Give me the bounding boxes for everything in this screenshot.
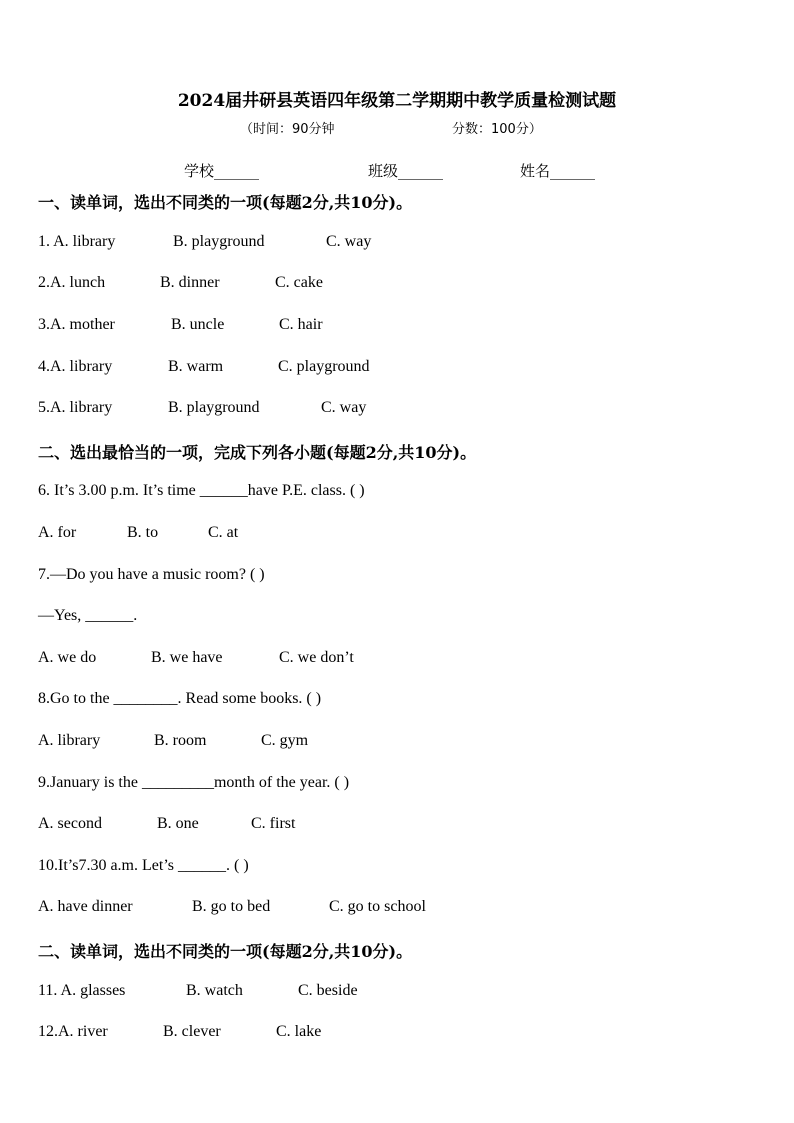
q11-option-a: 11. A. glasses xyxy=(38,982,126,999)
section-heading-2: 二、选出最恰当的一项，完成下列各小题(每题2分,共10分)。 xyxy=(38,443,477,462)
q4-option-a: 4.A. library xyxy=(38,358,113,375)
q7-reply: —Yes, ______. xyxy=(38,607,138,624)
q11-option-c: C. beside xyxy=(298,982,358,999)
q10-option-b: B. go to bed xyxy=(192,898,271,915)
q11-option-b: B. watch xyxy=(186,982,243,999)
exam-time: （时间：90分钟 xyxy=(240,122,335,137)
q10-option-a: A. have dinner xyxy=(38,898,133,915)
exam-score: 分数：100分） xyxy=(452,122,542,137)
q10-stem: 10.It’s7.30 a.m. Let’s ______. ( ) xyxy=(38,857,249,874)
name-field: 姓名______ xyxy=(520,162,596,180)
q6-option-a: A. for xyxy=(38,524,77,541)
q7-option-b: B. we have xyxy=(151,649,223,666)
q7-option-a: A. we do xyxy=(38,649,97,666)
q2-option-b: B. dinner xyxy=(160,274,220,291)
class-field: 班级______ xyxy=(368,162,444,180)
q3-option-a: 3.A. mother xyxy=(38,316,115,333)
q3-option-b: B. uncle xyxy=(171,316,225,333)
q3-option-c: C. hair xyxy=(279,316,323,333)
q2-option-c: C. cake xyxy=(275,274,323,291)
q8-option-c: C. gym xyxy=(261,732,309,749)
q8-stem: 8.Go to the ________. Read some books. ( ) xyxy=(38,690,322,707)
q12-option-c: C. lake xyxy=(276,1023,322,1040)
q7-stem: 7.—Do you have a music room? ( ) xyxy=(38,566,265,583)
q5-option-a: 5.A. library xyxy=(38,399,113,416)
q10-option-c: C. go to school xyxy=(329,898,426,915)
q12-option-b: B. clever xyxy=(163,1023,221,1040)
q2-option-a: 2.A. lunch xyxy=(38,274,106,291)
q8-option-b: B. room xyxy=(154,732,207,749)
section-heading-3: 二、读单词，选出不同类的一项(每题2分,共10分)。 xyxy=(38,942,413,961)
q1-option-b: B. playground xyxy=(173,233,265,250)
q6-stem: 6. It’s 3.00 p.m. It’s time ______have P.E. class. ( ) xyxy=(38,482,365,499)
q4-option-c: C. playground xyxy=(278,358,370,375)
q1-option-a: 1. A. library xyxy=(38,233,116,250)
q8-option-a: A. library xyxy=(38,732,101,749)
q9-option-b: B. one xyxy=(157,815,199,832)
q12-option-a: 12.A. river xyxy=(38,1023,108,1040)
section-heading-1: 一、读单词，选出不同类的一项(每题2分,共10分)。 xyxy=(38,193,413,212)
q7-option-c: C. we don’t xyxy=(279,649,354,666)
q5-option-c: C. way xyxy=(321,399,367,416)
q5-option-b: B. playground xyxy=(168,399,260,416)
q9-stem: 9.January is the _________month of the year. ( ) xyxy=(38,774,350,791)
q4-option-b: B. warm xyxy=(168,358,224,375)
q9-option-a: A. second xyxy=(38,815,102,832)
q9-option-c: C. first xyxy=(251,815,296,832)
q6-option-b: B. to xyxy=(127,524,159,541)
page-title: 2024届井研县英语四年级第二学期期中教学质量检测试题 xyxy=(177,91,617,111)
school-field: 学校______ xyxy=(184,162,260,180)
q1-option-c: C. way xyxy=(326,233,372,250)
q6-option-c: C. at xyxy=(208,524,239,541)
